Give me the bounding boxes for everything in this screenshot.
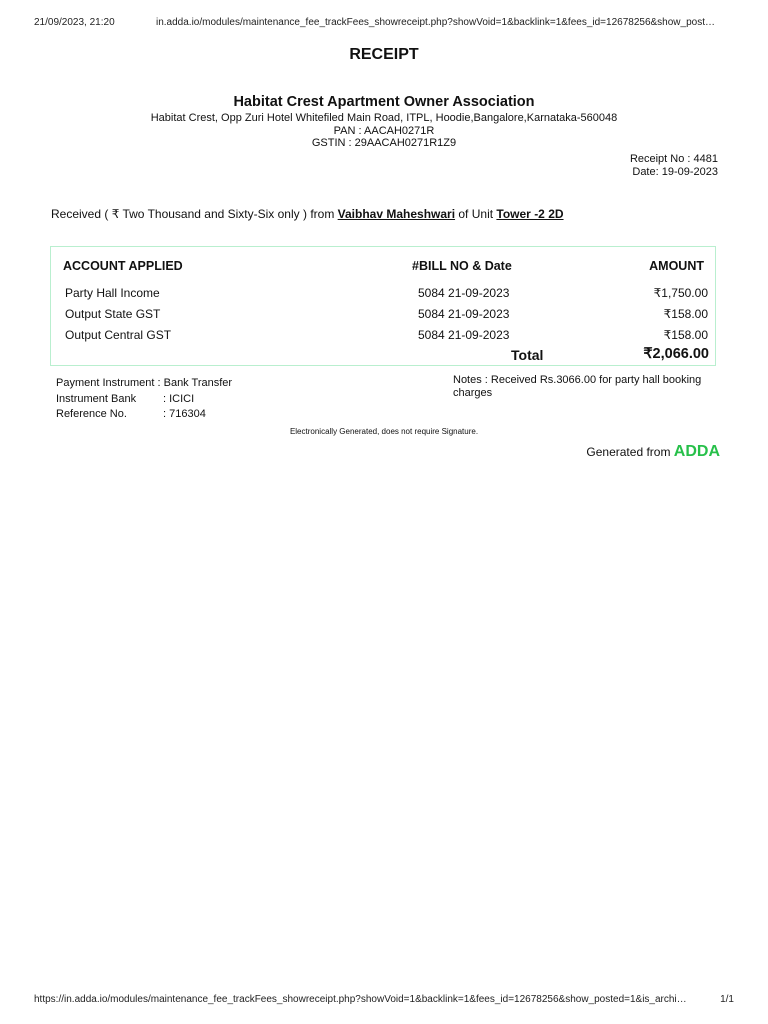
organization-gstin: GSTIN : 29AACAH0271R1Z9	[311, 137, 457, 149]
payment-instrument-value: : Bank Transfer	[157, 377, 233, 389]
received-prefix: Received ( ₹ Two Thousand and Sixty-Six only ) from	[51, 207, 338, 221]
instrument-bank-label: Instrument Bank	[56, 392, 137, 405]
payer-name: Vaibhav Maheshwari	[337, 207, 456, 221]
reference-row	[56, 407, 232, 423]
organization-block	[0, 94, 768, 150]
reference-value: : 716304	[163, 408, 206, 420]
table-row	[51, 328, 715, 344]
generated-from	[586, 443, 720, 461]
footer-url: https://in.adda.io/modules/maintenance_fee_trackFees_showreceipt.php?showVoid=1&backlink=1&fees_id=12678256&show_posted=1&is_archi…	[34, 994, 687, 1005]
page-number: 1/1	[720, 994, 734, 1005]
received-middle: of Unit	[455, 207, 497, 221]
payment-details	[56, 376, 232, 423]
total-label: Total	[511, 347, 544, 363]
header-account-applied: ACCOUNT APPLIED	[63, 259, 183, 273]
row-amount: ₹158.00	[663, 307, 708, 321]
row-amount: ₹1,750.00	[653, 286, 708, 300]
receipt-meta	[630, 153, 718, 179]
receipt-title: RECEIPT	[349, 46, 419, 63]
table-row	[51, 286, 715, 302]
adda-brand: ADDA	[673, 443, 720, 460]
row-account: Output Central GST	[65, 328, 172, 342]
header-amount: AMOUNT	[649, 259, 704, 273]
instrument-bank-value: : ICICI	[163, 392, 195, 405]
total-value: ₹2,066.00	[643, 346, 709, 362]
reference-label: Reference No.	[56, 408, 127, 420]
organization-pan: PAN : AACAH0271R	[333, 124, 435, 137]
row-account: Output State GST	[65, 307, 161, 321]
receipt-date: Date: 19-09-2023	[632, 166, 718, 178]
unit-name: Tower -2 2D	[496, 207, 564, 221]
generated-prefix: Generated from	[586, 445, 674, 459]
receipt-number: Receipt No : 4481	[629, 153, 718, 165]
electronic-signature-note: Electronically Generated, does not require Signature.	[289, 427, 479, 436]
organization-name: Habitat Crest Apartment Owner Association	[233, 94, 535, 110]
notes: Notes : Received Rs.3066.00 for party hall booking charges	[453, 374, 702, 399]
account-table	[50, 246, 716, 366]
instrument-bank-row	[56, 392, 232, 408]
payment-instrument-label: Payment Instrument	[56, 377, 155, 389]
organization-address: Habitat Crest, Opp Zuri Hotel Whitefiled Main Road, ITPL, Hoodie,Bangalore,Karnataka-560048	[150, 112, 618, 124]
print-url: in.adda.io/modules/maintenance_fee_trackFees_showreceipt.php?showVoid=1&backlink=1&fees_id=12678256&show_post…	[156, 17, 715, 28]
header-bill-no-date: #BILL NO & Date	[412, 259, 512, 273]
table-row	[51, 307, 715, 323]
row-amount: ₹158.00	[663, 328, 708, 342]
row-bill: 5084 21-09-2023	[418, 307, 510, 321]
payment-instrument-row	[56, 376, 232, 392]
row-account: Party Hall Income	[65, 286, 160, 300]
row-bill: 5084 21-09-2023	[418, 286, 510, 300]
row-bill: 5084 21-09-2023	[418, 328, 510, 342]
received-statement	[51, 207, 564, 221]
print-datetime: 21/09/2023, 21:20	[34, 17, 115, 28]
